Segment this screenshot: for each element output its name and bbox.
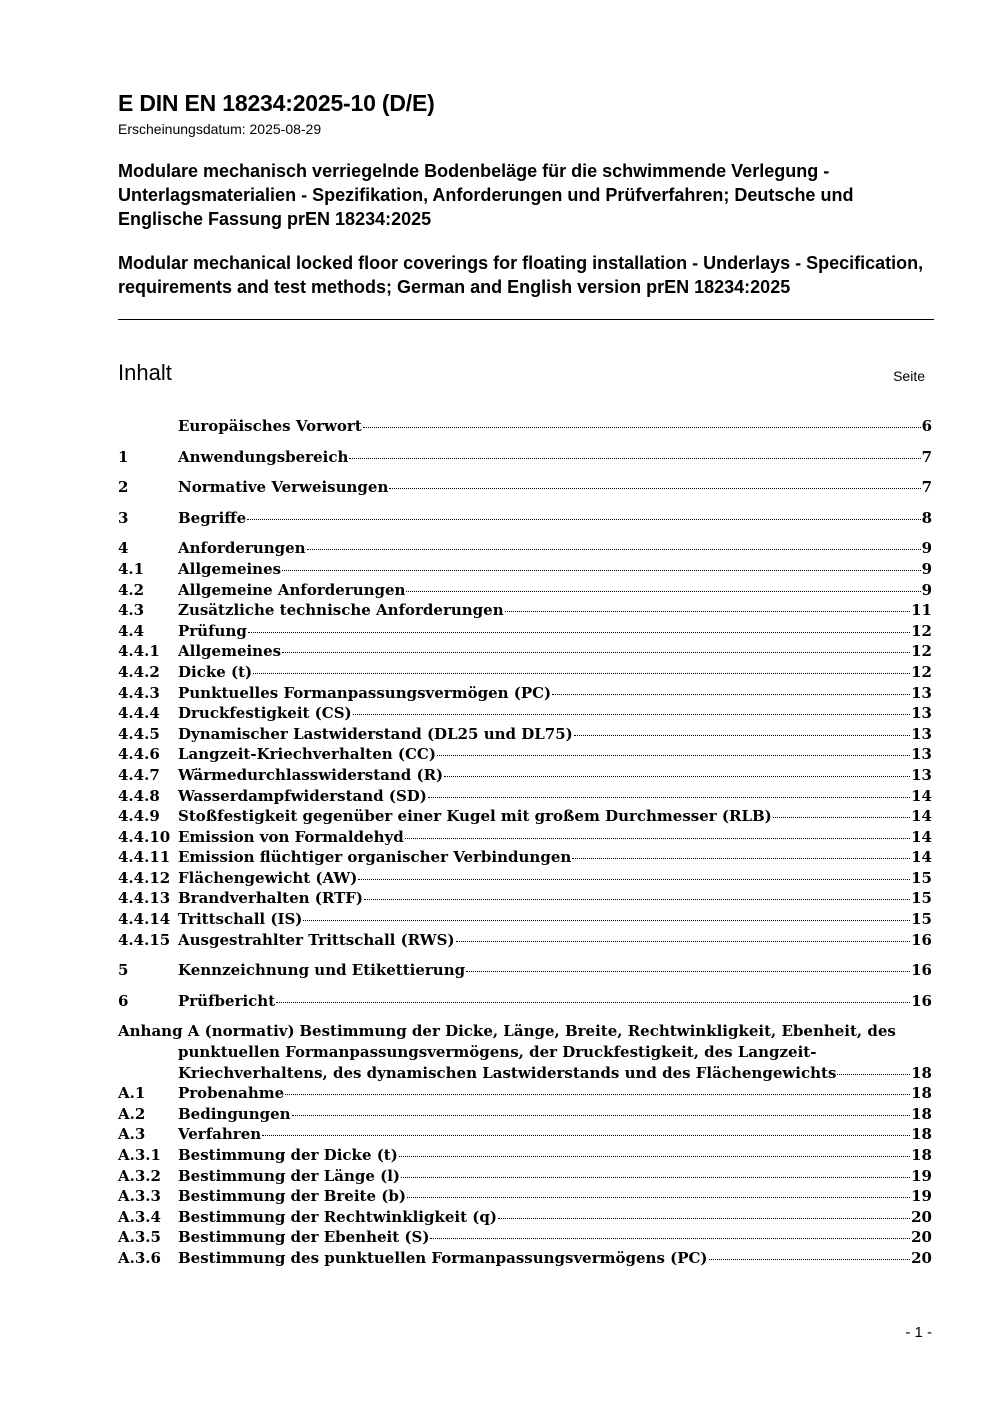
title-divider — [118, 319, 934, 320]
toc-entry-number: 4.4.13 — [118, 889, 171, 908]
publication-date: Erscheinungsdatum: 2025-08-29 — [118, 121, 322, 137]
toc-leader-dots — [349, 458, 920, 459]
toc-leader-dots — [406, 591, 920, 592]
annex-title-line-2: punktuellen Formanpassungsvermögens, der Druckfestigkeit, des Langzeit- — [178, 1043, 817, 1062]
toc-entry[interactable] — [118, 538, 932, 559]
toc-leader-dots — [389, 488, 920, 489]
toc-entry-number: 4.4.2 — [118, 662, 160, 681]
annex-title-line-1: Bestimmung der Dicke, Länge, Breite, Rechtwinkligkeit, Ebenheit, des — [299, 1022, 896, 1041]
toc-entry-title: Ausgestrahlter Trittschall (RWS) — [178, 930, 455, 949]
toc-leader-dots — [353, 714, 910, 715]
toc-entry-title: Bestimmung des punktuellen Formanpassungsvermögens (PC) — [178, 1248, 708, 1267]
toc-entry-title: Dynamischer Lastwiderstand (DL25 und DL75) — [178, 724, 573, 743]
toc-entry-title: Dicke (t) — [178, 662, 253, 681]
toc-entry-page: 7 — [921, 478, 932, 497]
document-id: E DIN EN 18234:2025-10 (D/E) — [118, 90, 435, 116]
annex-label: Anhang A (normativ) — [118, 1022, 295, 1041]
toc-leader-dots — [253, 673, 910, 674]
toc-entry-number: 4 — [118, 539, 129, 558]
toc-entry-page: 16 — [911, 961, 932, 980]
toc-leader-dots — [303, 920, 910, 921]
toc-entry-page: 12 — [911, 642, 932, 661]
toc-leader-dots — [773, 817, 910, 818]
toc-entry-page: 13 — [911, 724, 932, 743]
toc-leader-dots — [282, 652, 910, 653]
toc-entry-title: Prüfung — [178, 621, 247, 640]
toc-entry[interactable] — [118, 744, 932, 765]
toc-leader-dots — [430, 1238, 910, 1239]
toc-entry-number: A.3.3 — [118, 1187, 161, 1206]
toc-entry[interactable] — [118, 1104, 932, 1125]
toc-entry-title: Kennzeichnung und Etikettierung — [178, 961, 466, 980]
toc-entry-page: 19 — [911, 1187, 932, 1206]
toc-entry[interactable] — [118, 683, 932, 704]
toc-entry-title: Allgemeines — [178, 559, 282, 578]
toc-entry[interactable] — [118, 600, 932, 621]
toc-leader-dots — [407, 1197, 910, 1198]
toc-leader-dots — [363, 427, 921, 428]
toc-entry-number: A.3.4 — [118, 1207, 161, 1226]
toc-entry-title: Langzeit-Kriechverhalten (CC) — [178, 745, 436, 764]
toc-entry-page: 18 — [911, 1146, 932, 1164]
toc-entry-page: 11 — [911, 601, 932, 620]
toc-entry-page: 19 — [911, 1166, 932, 1185]
toc-entry-title: Emission flüchtiger organischer Verbindungen — [178, 848, 572, 867]
toc-entry[interactable] — [118, 786, 932, 807]
toc-entry-page: 16 — [911, 930, 932, 949]
toc-entry-page: 15 — [911, 910, 932, 929]
toc-entry-title: Anwendungsbereich — [178, 447, 349, 466]
toc-entry-number: 2 — [118, 478, 129, 497]
toc-entry-page: 16 — [911, 991, 932, 1010]
toc-entry-title: Normative Verweisungen — [178, 478, 389, 497]
toc-entry[interactable] — [118, 447, 932, 468]
toc-entry-title: Probenahme — [178, 1084, 285, 1103]
toc-leader-dots — [709, 1259, 911, 1260]
toc-entry-page: 14 — [911, 807, 932, 826]
toc-entry-number: 4.1 — [118, 559, 145, 578]
toc-leader-dots — [358, 879, 910, 880]
toc-leader-dots — [247, 519, 920, 520]
toc-main-entries — [118, 416, 932, 1011]
toc-entry-number: A.3.5 — [118, 1228, 161, 1247]
annex-title-line-3: Kriechverhaltens, des dynamischen Lastwiderstands und des Flächengewichts — [178, 1063, 837, 1082]
toc-leader-dots — [437, 755, 910, 756]
toc-leader-dots — [285, 1094, 910, 1095]
toc-leader-dots — [282, 570, 920, 571]
toc-entry-page: 14 — [911, 786, 932, 805]
toc-leader-dots — [498, 1218, 910, 1219]
toc-entry[interactable] — [118, 580, 932, 601]
toc-entry-title: Wärmedurchlasswiderstand (R) — [178, 765, 444, 784]
toc-leader-dots — [444, 776, 910, 777]
toc-entry-number: 1 — [118, 447, 129, 466]
toc-entry-title: Stoßfestigkeit gegenüber einer Kugel mit großem Durchmesser (RLB) — [178, 807, 772, 826]
toc-leader-dots — [466, 971, 910, 972]
toc-leader-dots — [248, 632, 910, 633]
toc-entry[interactable] — [118, 1227, 932, 1248]
toc-entry[interactable] — [118, 1124, 932, 1145]
toc-entry-page: 13 — [911, 704, 932, 723]
annex-page-number: 18 — [911, 1063, 932, 1082]
toc-entry-number: 3 — [118, 508, 129, 527]
title-english: Modular mechanical locked floor coverings for floating installation - Underlays - Specification, requirements and test methods; German and English version prEN 18234:2025 — [118, 253, 924, 297]
toc-entry[interactable] — [118, 477, 932, 498]
toc-entry[interactable] — [118, 909, 932, 930]
toc-leader-dots — [428, 797, 910, 798]
toc-entry-title: Flächengewicht (AW) — [178, 868, 358, 887]
toc-entry-title: Bestimmung der Ebenheit (S) — [178, 1228, 430, 1247]
toc-entry-page: 13 — [911, 745, 932, 764]
toc-entry-number: A.3.2 — [118, 1166, 161, 1185]
toc-entry[interactable] — [118, 991, 932, 1012]
toc-entry-number: 4.4.5 — [118, 724, 160, 743]
toc-leader-dots — [837, 1074, 910, 1075]
toc-entry-number: 4.3 — [118, 601, 145, 620]
toc-entry-number: 4.2 — [118, 580, 145, 599]
toc-entry-page: 18 — [911, 1084, 932, 1103]
toc-entry[interactable] — [118, 888, 932, 909]
toc-entry[interactable] — [118, 960, 932, 981]
toc-entry[interactable] — [118, 1083, 932, 1104]
toc-entry[interactable] — [118, 827, 932, 848]
toc-entry-title: Bestimmung der Länge (l) — [178, 1166, 401, 1185]
toc-leader-dots — [262, 1135, 910, 1136]
toc-entry-title: Europäisches Vorwort — [178, 417, 362, 435]
toc-entry-page: 9 — [921, 580, 932, 599]
toc-entry-number: 4.4.14 — [118, 910, 171, 929]
toc-entry-title: Bestimmung der Rechtwinkligkeit (q) — [178, 1207, 497, 1226]
toc-entry-number: 4.4 — [118, 621, 145, 640]
toc-entry-number: A.3.1 — [118, 1146, 161, 1164]
toc-entry-number: 4.4.11 — [118, 848, 171, 867]
toc-entry[interactable] — [118, 416, 932, 437]
toc-entry-title: Bedingungen — [178, 1104, 291, 1123]
toc-entry-number: A.2 — [118, 1104, 146, 1123]
toc-entry-page: 9 — [921, 539, 932, 558]
toc-entry-title: Prüfbericht — [178, 991, 276, 1010]
toc-entry-number: A.3 — [118, 1125, 146, 1144]
toc-entry-page: 12 — [911, 662, 932, 681]
toc-heading: Inhalt — [118, 360, 172, 385]
toc-leader-dots — [574, 735, 910, 736]
toc-entry-page: 7 — [921, 447, 932, 466]
toc-annex-a[interactable] — [118, 1021, 932, 1083]
toc-entry[interactable] — [118, 662, 932, 683]
toc-leader-dots — [401, 1177, 910, 1178]
toc-entry[interactable] — [118, 1186, 932, 1207]
toc-entry-number: 6 — [118, 991, 129, 1010]
toc-entry-number: 4.4.9 — [118, 807, 160, 826]
toc-entry[interactable] — [118, 930, 932, 951]
toc-entry-title: Bestimmung der Dicke (t) — [178, 1146, 398, 1164]
toc-entry-page: 9 — [921, 559, 932, 578]
toc-entry-page: 13 — [911, 683, 932, 702]
toc-entry-title: Bestimmung der Breite (b) — [178, 1187, 406, 1206]
toc-entry[interactable] — [118, 1248, 932, 1269]
toc-entry[interactable] — [118, 1207, 932, 1228]
toc-leader-dots — [552, 694, 910, 695]
toc-entry-page: 13 — [911, 765, 932, 784]
toc-leader-dots — [405, 838, 910, 839]
toc-entry-page: 18 — [911, 1125, 932, 1144]
toc-entry-number: 4.4.7 — [118, 765, 160, 784]
toc-entry-title: Wasserdampfwiderstand (SD) — [178, 786, 427, 805]
toc-entry-number: 4.4.12 — [118, 868, 171, 887]
toc-entry-page: 20 — [911, 1248, 932, 1267]
toc-entry-page: 8 — [921, 508, 932, 527]
toc-entry[interactable] — [118, 868, 932, 889]
toc-entry-title: Verfahren — [178, 1125, 262, 1144]
toc-entry-page: 18 — [911, 1104, 932, 1123]
toc-entry-number: A.1 — [118, 1084, 146, 1103]
page-number-footer: - 1 - — [905, 1324, 932, 1341]
toc-entry[interactable] — [118, 1145, 932, 1166]
toc-entry-number: 4.4.1 — [118, 642, 160, 661]
toc-page-column-label: Seite — [893, 368, 925, 384]
toc-leader-dots — [456, 941, 911, 942]
toc-entry-number: A.3.6 — [118, 1248, 161, 1267]
toc-entry[interactable] — [118, 508, 932, 529]
toc-entry[interactable] — [118, 641, 932, 662]
toc-entry-title: Trittschall (IS) — [178, 910, 303, 929]
toc-entry[interactable] — [118, 703, 932, 724]
toc-entry-title: Druckfestigkeit (CS) — [178, 704, 352, 723]
toc-entry[interactable] — [118, 765, 932, 786]
toc-entry-page: 14 — [911, 827, 932, 846]
toc-entry-title: Begriffe — [178, 508, 247, 527]
toc-entry[interactable] — [118, 1166, 932, 1187]
toc-entry[interactable] — [118, 621, 932, 642]
toc-entry-title: Anforderungen — [178, 539, 306, 558]
toc-entry-title: Punktuelles Formanpassungsvermögen (PC) — [178, 683, 552, 702]
toc-entry[interactable] — [118, 559, 932, 580]
toc-entry-number: 4.4.3 — [118, 683, 160, 702]
toc-entry-page: 12 — [911, 621, 932, 640]
toc-entry-page: 20 — [911, 1228, 932, 1247]
toc-entry-number: 4.4.4 — [118, 704, 160, 723]
toc-leader-dots — [399, 1156, 910, 1157]
toc-leader-dots — [307, 549, 921, 550]
toc-entry-number: 4.4.6 — [118, 745, 160, 764]
toc-entry-page: 14 — [911, 848, 932, 867]
toc-entry-title: Brandverhalten (RTF) — [178, 889, 363, 908]
toc-entry-page: 20 — [911, 1207, 932, 1226]
toc-entry-page: 15 — [911, 868, 932, 887]
toc-entry[interactable] — [118, 806, 932, 827]
toc-leader-dots — [505, 611, 911, 612]
toc-entry-title: Allgemeines — [178, 642, 282, 661]
toc-entry-page: 6 — [921, 417, 932, 435]
toc-entry-title: Emission von Formaldehyd — [178, 827, 404, 846]
title-german: Modulare mechanisch verriegelnde Bodenbeläge für die schwimmende Verlegung - Unterlagsmaterialien - Spezifikation, Anforderungen und Prüfverfahren; Deutsche und Englische Fassung prEN 18234:2025 — [118, 161, 854, 229]
toc-entry[interactable] — [118, 847, 932, 868]
toc-leader-dots — [292, 1115, 911, 1116]
toc-entry-page: 15 — [911, 889, 932, 908]
toc-entry-title: Zusätzliche technische Anforderungen — [178, 601, 504, 620]
toc-leader-dots — [364, 899, 910, 900]
toc-entry-number: 4.4.8 — [118, 786, 160, 805]
toc-entry-number: 4.4.15 — [118, 930, 171, 949]
toc-leader-dots — [276, 1002, 910, 1003]
table-of-contents — [118, 416, 932, 1269]
toc-leader-dots — [572, 858, 910, 859]
toc-entry[interactable] — [118, 724, 932, 745]
toc-annex-entries — [118, 1083, 932, 1268]
toc-entry-number: 4.4.10 — [118, 827, 171, 846]
toc-entry-number: 5 — [118, 961, 129, 980]
toc-entry-title: Allgemeine Anforderungen — [178, 580, 406, 599]
